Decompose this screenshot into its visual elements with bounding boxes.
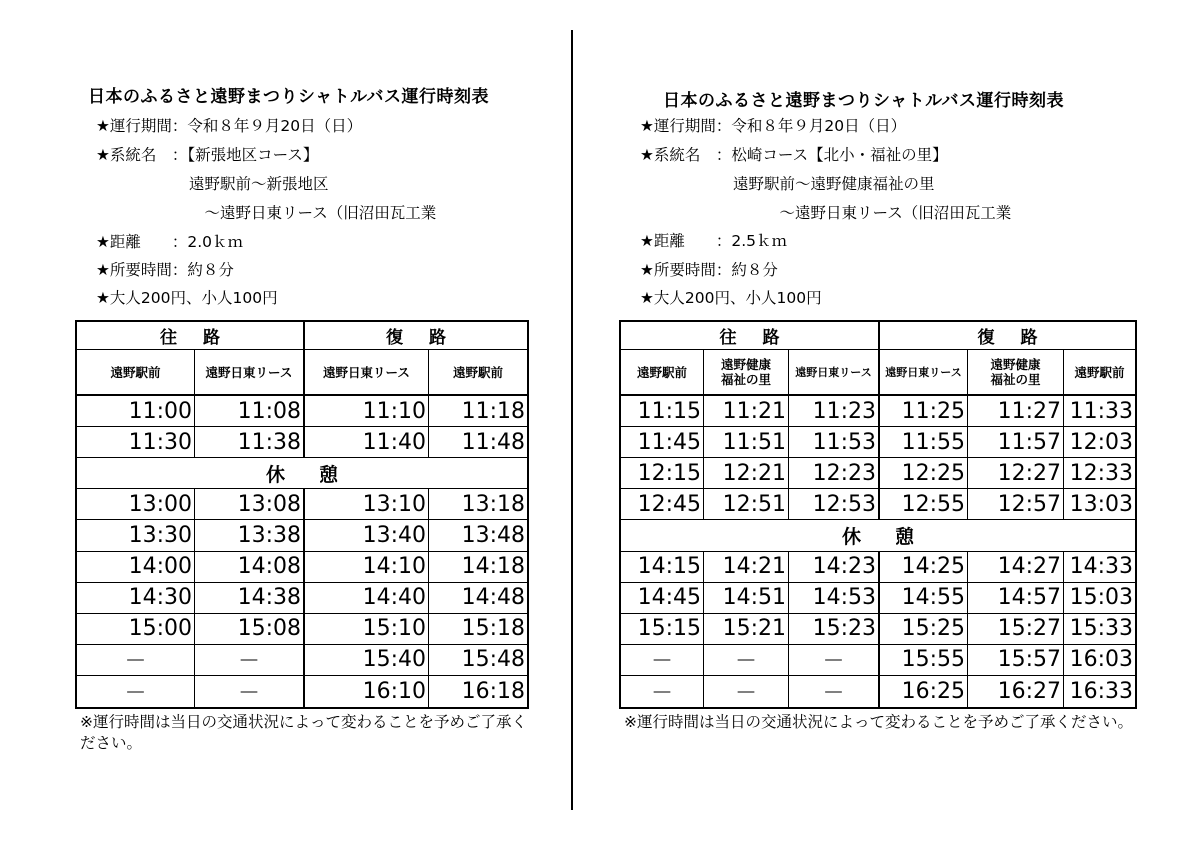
time-cell: 14:08 bbox=[195, 552, 305, 583]
time-cell: － bbox=[77, 676, 195, 707]
time-cell: 12:27 bbox=[968, 458, 1064, 489]
time-cell: － bbox=[704, 676, 789, 707]
time-cell: 11:55 bbox=[880, 427, 968, 458]
time-cell: 12:57 bbox=[968, 489, 1064, 520]
time-cell: － bbox=[621, 645, 704, 676]
time-cell: 16:10 bbox=[305, 676, 429, 707]
time-cell: － bbox=[77, 645, 195, 676]
time-cell: 14:00 bbox=[77, 552, 195, 583]
right-info-duration: ★所要時間：約８分 bbox=[640, 261, 778, 279]
time-cell: 11:00 bbox=[77, 396, 195, 427]
page-divider bbox=[571, 30, 573, 810]
time-cell: 11:25 bbox=[880, 396, 968, 427]
time-cell: 15:27 bbox=[968, 614, 1064, 645]
right-title: 日本のふるさと遠野まつりシャトルバス運行時刻表 bbox=[663, 91, 1064, 111]
time-cell: 15:15 bbox=[621, 614, 704, 645]
time-cell: 12:45 bbox=[621, 489, 704, 520]
time-cell: 11:38 bbox=[195, 427, 305, 458]
time-cell: 13:10 bbox=[305, 489, 429, 520]
time-cell: 15:57 bbox=[968, 645, 1064, 676]
time-cell: 14:51 bbox=[704, 583, 789, 614]
time-cell: 16:18 bbox=[461, 678, 525, 704]
time-cell: 13:40 bbox=[305, 520, 429, 551]
time-cell: 14:30 bbox=[77, 583, 195, 614]
time-cell: 11:27 bbox=[968, 396, 1064, 427]
time-cell: － bbox=[789, 645, 880, 676]
break-row: 休憩 bbox=[621, 520, 1135, 551]
time-cell: 12:51 bbox=[704, 489, 789, 520]
left-note: ※運行時間は当日の交通状況によって変わることを予めご了承ください。 bbox=[80, 713, 527, 752]
time-cell: － bbox=[195, 676, 305, 707]
time-cell: － bbox=[789, 676, 880, 707]
time-cell: 15:48 bbox=[429, 645, 527, 676]
left-info-distance: ★距離 ：2.0ｋｍ bbox=[96, 233, 244, 251]
time-cell: 12:21 bbox=[704, 458, 789, 489]
time-cell: 15:08 bbox=[195, 614, 305, 645]
return-header: 復路 bbox=[305, 322, 527, 350]
time-cell: 11:45 bbox=[621, 427, 704, 458]
time-cell: 16:25 bbox=[880, 676, 968, 707]
right-info-fare: ★大人200円、小人100円 bbox=[640, 289, 822, 307]
right-info-route-line2: ～遠野日東リース（旧沼田瓦工業 bbox=[640, 204, 1012, 222]
break-row: 休憩 bbox=[77, 458, 527, 489]
time-cell: 15:00 bbox=[77, 614, 195, 645]
left-info-route-line2: ～遠野日東リース（旧沼田瓦工業 bbox=[96, 204, 437, 222]
time-cell: 14:18 bbox=[429, 552, 527, 583]
time-cell: 11:30 bbox=[77, 427, 195, 458]
time-cell: － bbox=[621, 676, 704, 707]
time-cell: 14:57 bbox=[968, 583, 1064, 614]
right-info-distance: ★距離 ：2.5ｋｍ bbox=[640, 232, 788, 250]
stop-header: 遠野日東リース bbox=[305, 350, 429, 396]
time-cell: 14:40 bbox=[305, 583, 429, 614]
time-cell: 15:03 bbox=[1064, 583, 1135, 614]
time-cell: 11:08 bbox=[195, 396, 305, 427]
time-cell: 16:03 bbox=[1064, 645, 1135, 676]
time-cell: 14:25 bbox=[880, 552, 968, 583]
time-cell: 15:55 bbox=[880, 645, 968, 676]
time-cell: 11:10 bbox=[305, 396, 429, 427]
time-cell: － bbox=[195, 645, 305, 676]
left-info-period: ★運行期間：令和８年９月20日（日） bbox=[96, 117, 363, 135]
time-cell: 11:33 bbox=[1064, 396, 1135, 427]
left-info-duration: ★所要時間：約８分 bbox=[96, 261, 234, 279]
left-info-fare: ★大人200円、小人100円 bbox=[96, 289, 278, 307]
outbound-header: 往路 bbox=[621, 322, 880, 350]
time-cell: 14:45 bbox=[621, 583, 704, 614]
left-info-route-line1: 遠野駅前～新張地区 bbox=[96, 175, 329, 193]
time-cell: 12:53 bbox=[789, 489, 880, 520]
time-cell: 15:18 bbox=[429, 614, 527, 645]
time-cell: 11:15 bbox=[621, 396, 704, 427]
time-cell: 13:03 bbox=[1064, 489, 1135, 520]
left-title: 日本のふるさと遠野まつりシャトルバス運行時刻表 bbox=[88, 87, 489, 107]
time-cell: 15:21 bbox=[704, 614, 789, 645]
outbound-header: 往路 bbox=[77, 322, 305, 350]
stop-header: 遠野日東リース bbox=[789, 350, 880, 396]
time-cell: 15:23 bbox=[789, 614, 880, 645]
time-cell: 14:27 bbox=[968, 552, 1064, 583]
return-header: 復路 bbox=[880, 322, 1135, 350]
time-cell: 15:25 bbox=[880, 614, 968, 645]
time-cell: 16:27 bbox=[968, 676, 1064, 707]
time-cell: 15:33 bbox=[1064, 614, 1135, 645]
time-cell: 12:03 bbox=[1064, 427, 1135, 458]
time-cell: 14:15 bbox=[621, 552, 704, 583]
time-cell: 13:08 bbox=[195, 489, 305, 520]
time-cell: 15:10 bbox=[305, 614, 429, 645]
right-note: ※運行時間は当日の交通状況によって変わることを予めご了承ください。 bbox=[624, 713, 1133, 731]
time-cell: 11:21 bbox=[704, 396, 789, 427]
left-schedule-table bbox=[75, 320, 529, 709]
stop-header: 遠野健康 福祉の里 bbox=[704, 350, 789, 396]
time-cell: 14:38 bbox=[195, 583, 305, 614]
time-cell: 11:57 bbox=[968, 427, 1064, 458]
stop-header: 遠野駅前 bbox=[429, 350, 527, 396]
time-cell: 11:23 bbox=[789, 396, 880, 427]
time-cell: 14:10 bbox=[305, 552, 429, 583]
time-cell: 11:18 bbox=[429, 396, 527, 427]
time-cell: 13:48 bbox=[429, 520, 527, 551]
left-info-route-name: ★系統名 ：【新張地区コース】 bbox=[96, 146, 319, 164]
time-cell: 12:25 bbox=[880, 458, 968, 489]
right-info-route-line1: 遠野駅前～遠野健康福祉の里 bbox=[640, 175, 935, 193]
stop-header: 遠野日東リース bbox=[195, 350, 305, 396]
time-cell: 11:53 bbox=[789, 427, 880, 458]
stop-header: 遠野駅前 bbox=[621, 350, 704, 396]
time-cell: 14:53 bbox=[789, 583, 880, 614]
right-info-route-name: ★系統名 ：松崎コース【北小・福祉の里】 bbox=[640, 146, 948, 164]
stop-header: 遠野日東リース bbox=[880, 350, 968, 396]
time-cell: 11:48 bbox=[429, 427, 527, 458]
time-cell: 16:33 bbox=[1069, 678, 1133, 704]
time-cell: 11:40 bbox=[305, 427, 429, 458]
time-cell: 12:33 bbox=[1064, 458, 1135, 489]
stop-header: 遠野駅前 bbox=[1064, 350, 1135, 396]
time-cell: 12:55 bbox=[880, 489, 968, 520]
time-cell: 14:48 bbox=[429, 583, 527, 614]
time-cell: 13:38 bbox=[195, 520, 305, 551]
time-cell: 14:33 bbox=[1064, 552, 1135, 583]
time-cell: 11:51 bbox=[704, 427, 789, 458]
time-cell: 13:30 bbox=[77, 520, 195, 551]
time-cell: 14:55 bbox=[880, 583, 968, 614]
right-info-period: ★運行期間：令和８年９月20日（日） bbox=[640, 117, 907, 135]
time-cell: 15:40 bbox=[305, 645, 429, 676]
time-cell: 14:23 bbox=[789, 552, 880, 583]
time-cell: 12:23 bbox=[789, 458, 880, 489]
time-cell: 13:00 bbox=[77, 489, 195, 520]
time-cell: 14:21 bbox=[704, 552, 789, 583]
time-cell: 13:18 bbox=[429, 489, 527, 520]
time-cell: － bbox=[704, 645, 789, 676]
stop-header: 遠野駅前 bbox=[77, 350, 195, 396]
right-schedule-table bbox=[619, 320, 1137, 709]
stop-header: 遠野健康 福祉の里 bbox=[968, 350, 1064, 396]
time-cell: 12:15 bbox=[621, 458, 704, 489]
